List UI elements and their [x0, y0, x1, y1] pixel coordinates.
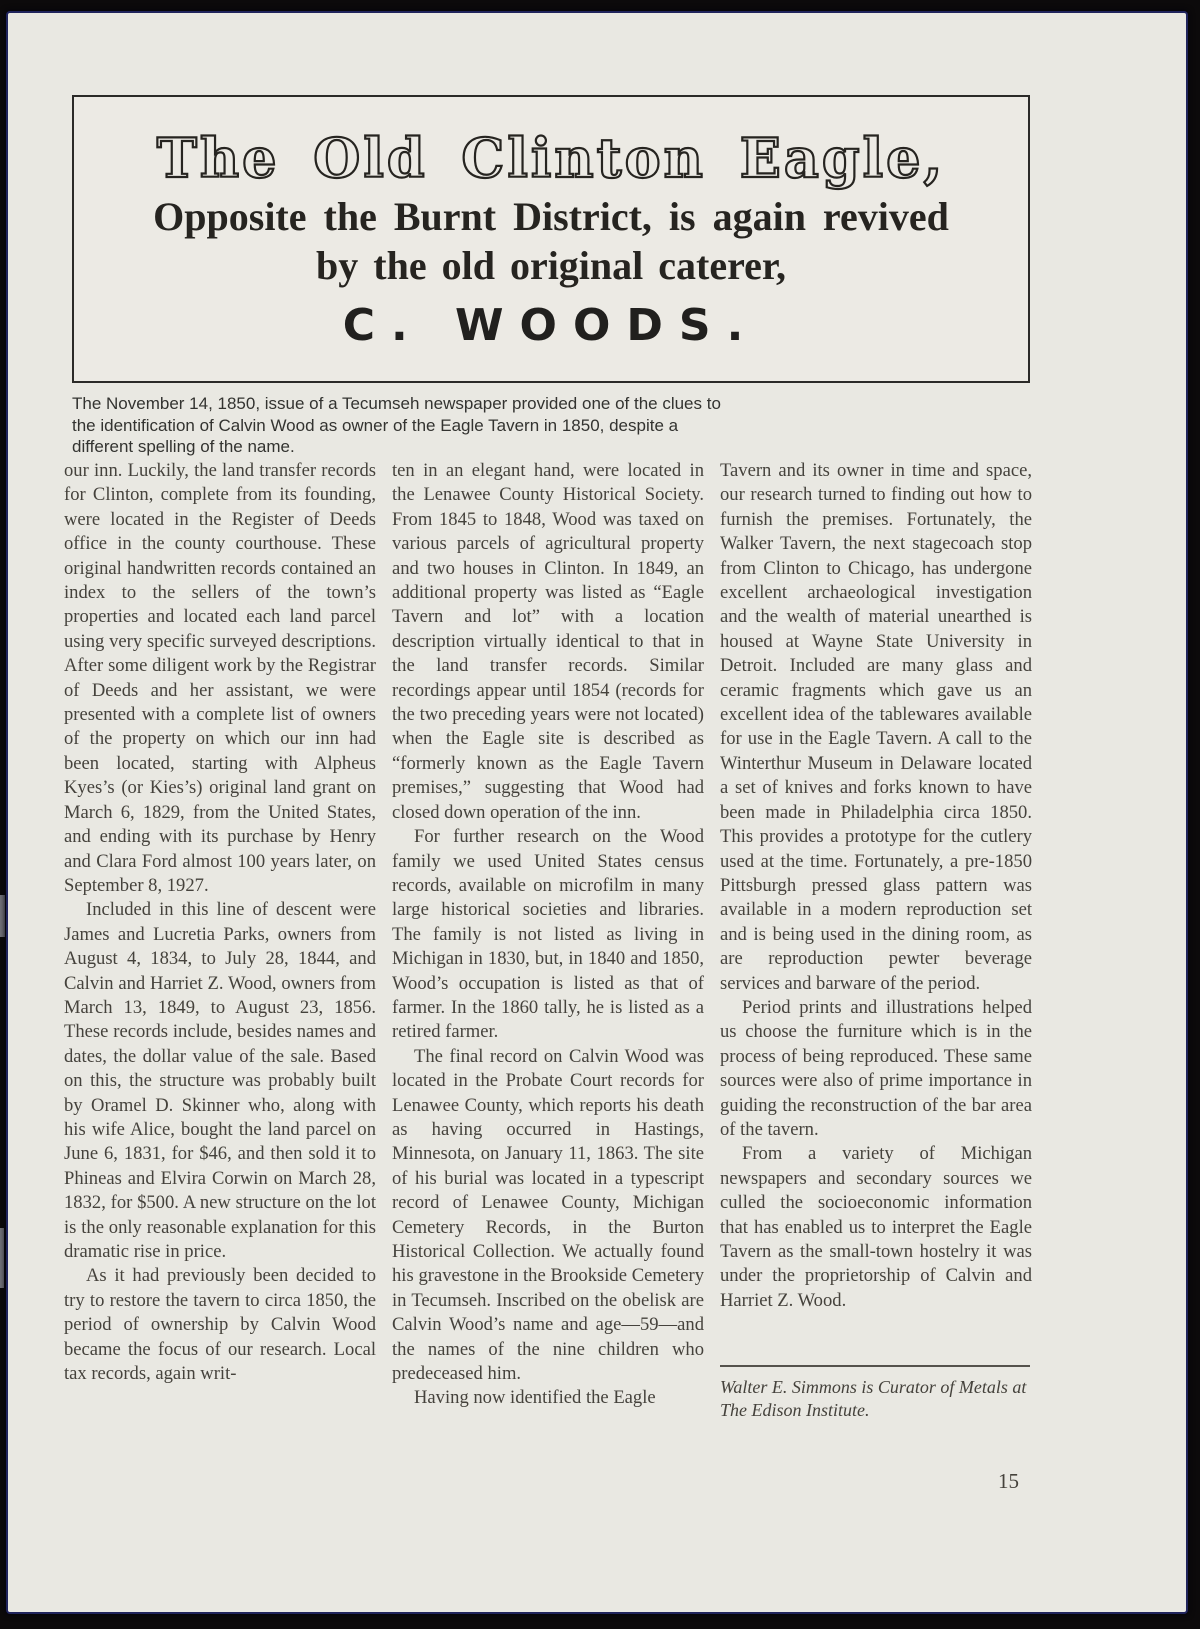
author-note-text: Walter E. Simmons is Curator of Metals at The Edison Institute.: [720, 1377, 1027, 1420]
article-paragraph: From a variety of Michigan newspapers and secondary sources we culled the socioeconomic information that has enabled us to interpret the Eagle Tavern as the small-town hostelry it was under the proprietorship of Calvin and Harriet Z. Wood.: [720, 1143, 1032, 1311]
ad-subline-1: Opposite the Burnt District, is again revived: [153, 194, 949, 240]
article-paragraph: As it had previously been decided to try to restore the tavern to circa 1850, the period of ownership by Calvin Wood became the focus of our research. Local tax records, again writ-: [64, 1265, 376, 1385]
footnote-divider: [720, 1365, 1030, 1367]
ad-subline-2: by the old original caterer,: [316, 243, 786, 289]
article-column-1: [64, 459, 376, 1386]
page-number: 15: [998, 1469, 1019, 1493]
magazine-page: [8, 13, 1186, 1612]
ad-signature: C. WOODS.: [342, 300, 760, 352]
article-column-3: [720, 459, 1032, 1313]
scan-artifact: [0, 1228, 4, 1288]
article-paragraph: ten in an elegant hand, were located in the Lenawee County Historical Society. From 1845 to 1848, Wood was taxed on various parcels of agricultural property and two houses in Clinton. In 1849, an additional property was listed as “Eagle Tavern and lot” with a location description virtually identical to that in the land transfer records. Similar recordings appear until 1854 (records for the two preceding years were not located) when the Eagle site is described as “formerly known as the Eagle Tavern premises,” suggesting that Wood had closed down operation of the inn.: [392, 460, 704, 823]
article-paragraph: The final record on Calvin Wood was located in the Probate Court records for Lenawee County, which reports his death as having occurred in Hastings, Minnesota, on January 11, 1863. The site of his burial was located in a typescript record of Lenawee County, Michigan Cemetery Records, in the Burton Historical Collection. We actually found his gravestone in the Brookside Cemetery in Tecumseh. Inscribed on the obelisk are Calvin Wood’s name and age—59—and the names of the nine children who predeceased him.: [392, 1045, 704, 1385]
ad-headline: The Old Clinton Eagle,: [156, 126, 946, 190]
article-paragraph: Tavern and its owner in time and space, our research turned to finding out how to furnish the premises. Fortunately, the Walker Tavern, the next stagecoach stop from Clinton to Chicago, has undergone excellent archaeological investigation and the wealth of material unearthed is housed at Wayne State University in Detroit. Included are many glass and ceramic fragments which gave us an excellent idea of the tablewares available for use in the Eagle Tavern. A call to the Winterthur Museum in Delaware located a set of knives and forks known to have been made in Philadelphia circa 1850. This provides a prototype for the cutlery used at the time. Fortunately, a pre-1850 Pittsburgh pressed glass pattern was available in a modern reproduction set and is being used in the dining room, as are reproduction pewter beverage services and barware of the period.: [720, 460, 1032, 994]
newspaper-ad-reproduction: [72, 95, 1030, 383]
article-paragraph: Having now identified the Eagle: [414, 1387, 656, 1409]
photo-caption: The November 14, 1850, issue of a Tecumseh newspaper provided one of the clues to the identification of Calvin Wood as owner of the Eagle Tavern in 1850, despite a different spelling of the name.: [72, 394, 721, 456]
author-note: [720, 1365, 1030, 1422]
article-paragraph: Period prints and illustrations helped us choose the furniture which is in the process of being reproduced. These same sources were also of prime importance in guiding the reconstruction of the bar area of the tavern.: [720, 996, 1032, 1140]
article-paragraph: our inn. Luckily, the land transfer records for Clinton, complete from its founding, were located in the Register of Deeds office in the county courthouse. These original handwritten records contained an index to the sellers of the town’s properties and located each land parcel using very specific surveyed descriptions. After some diligent work by the Registrar of Deeds and her assistant, we were presented with a complete list of owners of the property on which our inn had been located, starting with Alpheus Kyes’s (or Kies’s) original land grant on March 6, 1829, from the United States, and ending with its purchase by Henry and Clara Ford almost 100 years later, on September 8, 1927.: [64, 460, 376, 896]
article-column-2: [392, 459, 704, 1411]
article-paragraph: For further research on the Wood family we used United States census records, available on microfilm in many large historical societies and libraries. The family is not listed as living in Michigan in 1830, but, in 1840 and 1850, Wood’s occupation is listed as that of farmer. In the 1860 tally, he is listed as a retired farmer.: [392, 826, 704, 1043]
article-paragraph: Included in this line of descent were James and Lucretia Parks, owners from August 4, 1834, to July 28, 1844, and Calvin and Harriet Z. Wood, owners from March 13, 1849, to August 23, 1856. These records include, besides names and dates, the dollar value of the sale. Based on this, the structure was probably built by Oramel D. Skinner who, along with his wife Alice, bought the land parcel on June 6, 1831, for $46, and then sold it to Phineas and Elvira Corwin on March 28, 1832, for $500. A new structure on the lot is the only reasonable explanation for this dramatic rise in price.: [64, 899, 376, 1262]
scan-artifact: [0, 895, 5, 937]
